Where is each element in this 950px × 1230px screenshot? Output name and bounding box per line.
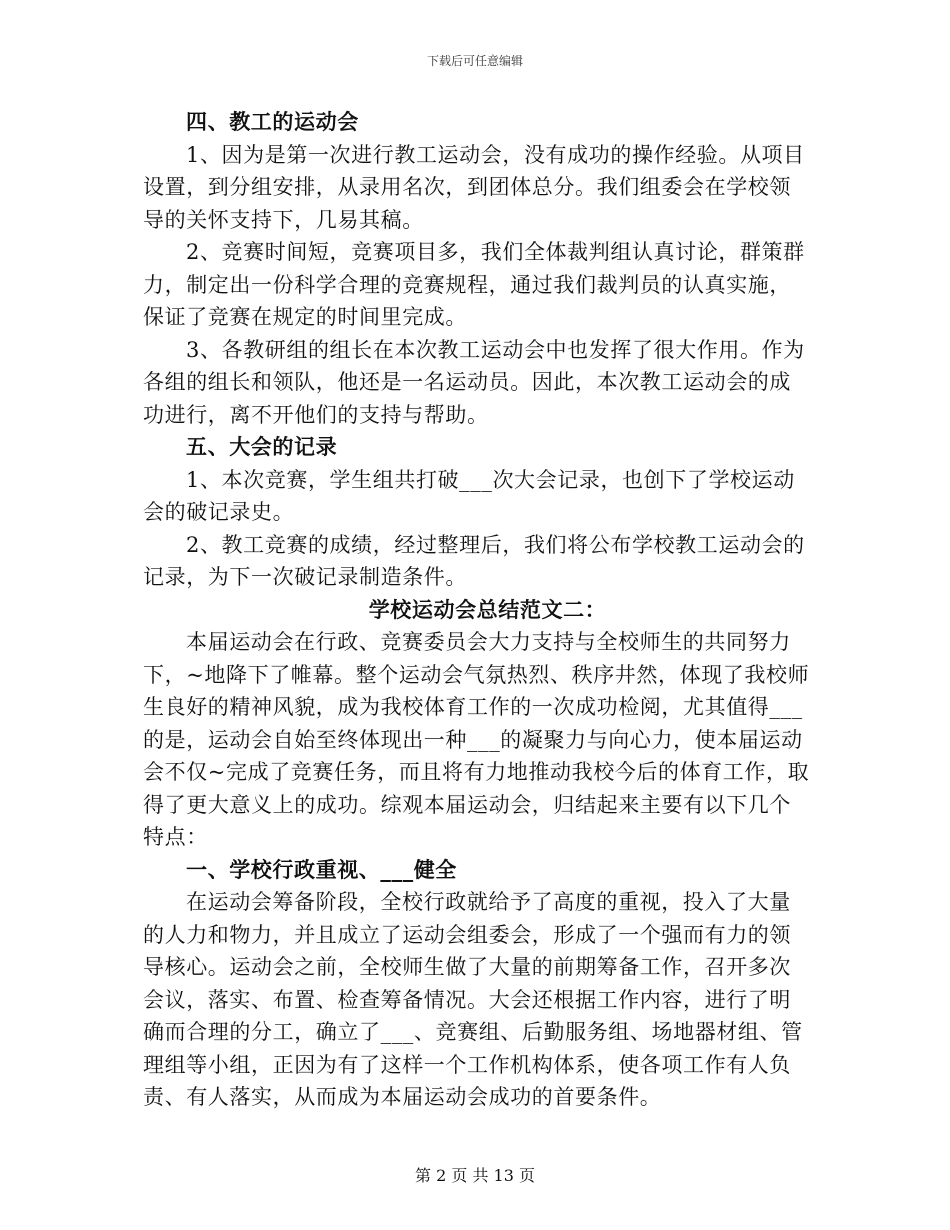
paragraph-line: 确而合理的分工，确立了___、竞赛组、后勤服务组、场地器材组、管	[143, 1020, 803, 1044]
paragraph-line: 的人力和物力，并且成立了运动会组委会，形成了一个强而有力的领	[143, 922, 791, 947]
paragraph-line: 1、因为是第一次进行教工运动会，没有成功的操作经验。从项目	[186, 142, 805, 167]
paragraph-line: 1、本次竞赛，学生组共打破___次大会记录，也创下了学校运动	[186, 467, 795, 492]
paragraph-line: 记录，为下一次破记录制造条件。	[143, 565, 467, 589]
section-heading: 五、大会的记录	[186, 434, 338, 459]
section-heading: 学校运动会总结范文二：	[368, 596, 607, 622]
paragraph-line: 的是，运动会自始至终体现出一种___的凝聚力与向心力，使本届运动	[143, 727, 803, 752]
paragraph-line: 会的破记录史。	[143, 500, 295, 524]
paragraph-line: 责、有人落实，从而成为本届运动会成功的首要条件。	[143, 1085, 662, 1109]
page-header: 下载后可任意编辑	[426, 54, 523, 68]
document-body	[143, 106, 808, 1114]
paragraph-line: 力，制定出一份科学合理的竞赛规程，通过我们裁判员的认真实施，	[143, 272, 791, 297]
paragraph-line: 功进行，离不开他们的支持与帮助。	[143, 402, 489, 427]
paragraph-line: 各组的组长和领队，他还是一名运动员。因此，本次教工运动会的成	[143, 370, 791, 394]
paragraph-line: 本届运动会在行政、竞赛委员会大力支持与全校师生的共同努力	[186, 630, 791, 654]
paragraph-line: 特点：	[143, 825, 208, 849]
paragraph-line: 3、各教研组的组长在本次教工运动会中也发挥了很大作用。作为	[186, 337, 805, 362]
paragraph-line: 设置，到分组安排，从录用名次，到团体总分。我们组委会在学校领	[143, 175, 791, 199]
section-heading: 四、教工的运动会	[186, 109, 359, 134]
paragraph-line: 2、教工竞赛的成绩，经过整理后，我们将公布学校教工运动会的	[186, 532, 805, 557]
paragraph-line: 会不仅~完成了竞赛任务，而且将有力地推动我校今后的体育工作，取	[143, 760, 810, 784]
paragraph-line: 会议，落实、布置、检查筹备情况。大会还根据工作内容，进行了明	[143, 987, 791, 1012]
paragraph-line: 下，~地降下了帷幕。整个运动会气氛热烈、秩序井然，体现了我校师	[143, 662, 810, 687]
paragraph-line: 生良好的精神风貌，成为我校体育工作的一次成功检阅，尤其值得___	[143, 695, 803, 719]
paragraph-line: 理组等小组，正因为有了这样一个工作机构体系，使各项工作有人负	[143, 1052, 791, 1077]
page-footer: 第 2 页 共 13 页	[415, 1166, 535, 1185]
paragraph-line: 导的关怀支持下，几易其稿。	[143, 207, 424, 232]
paragraph-line: 导核心。运动会之前，全校师生做了大量的前期筹备工作，召开多次	[143, 955, 791, 979]
section-heading: 一、学校行政重视、___健全	[186, 856, 457, 882]
paragraph-line: 在运动会筹备阶段，全校行政就给予了高度的重视，投入了大量	[186, 890, 791, 914]
paragraph-line: 得了更大意义上的成功。综观本届运动会，归结起来主要有以下几个	[143, 792, 791, 817]
paragraph-line: 2、竞赛时间短，竞赛项目多，我们全体裁判组认真讨论，群策群	[186, 240, 805, 264]
paragraph-line: 保证了竞赛在规定的时间里完成。	[143, 305, 467, 329]
